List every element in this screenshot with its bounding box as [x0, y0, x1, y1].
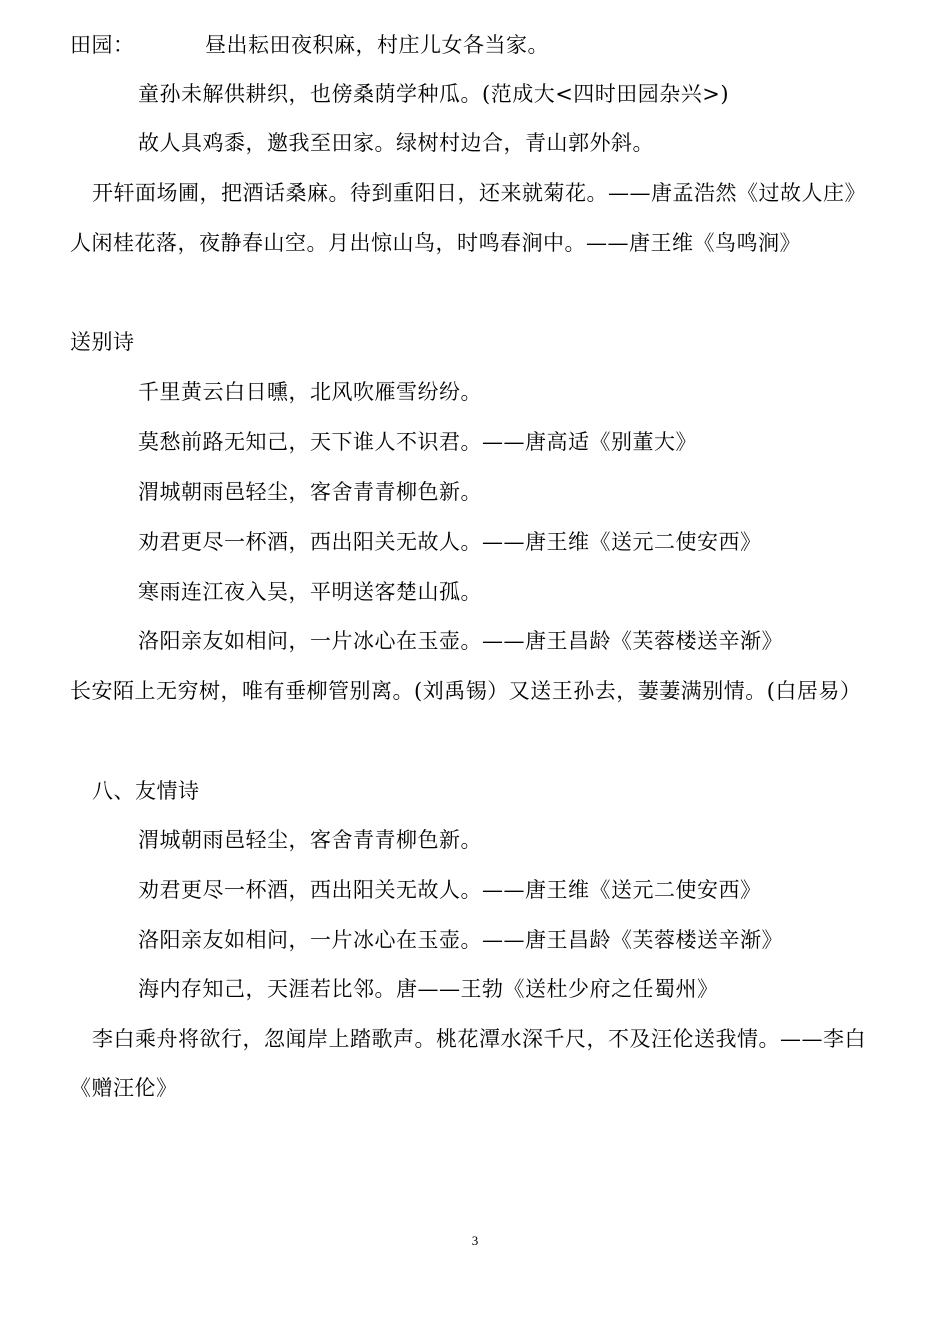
poem-line: 莫愁前路无知己，天下谁人不识君。——唐高适《别董大》 — [138, 430, 697, 454]
poem-line: 开轩面场圃，把酒话桑麻。待到重阳日，还来就菊花。——唐孟浩然《过故人庄》 — [92, 181, 866, 205]
page-number: 3 — [471, 1233, 479, 1248]
poem-line: 人闲桂花落，夜静春山空。月出惊山鸟，时鸣春涧中。——唐王维《鸟鸣涧》 — [70, 231, 801, 255]
section-heading-farewell: 送别诗 — [70, 330, 135, 354]
poem-line: 李白乘舟将欲行，忽闻岸上踏歌声。桃花潭水深千尺，不及汪伦送我情。——李白 — [92, 1027, 866, 1051]
poem-line: 故人具鸡黍，邀我至田家。绿树村边合，青山郭外斜。 — [138, 131, 654, 155]
section-heading-friendship: 八、友情诗 — [92, 779, 200, 803]
poem-line: 劝君更尽一杯酒，西出阳关无故人。——唐王维《送元二使安西》 — [138, 878, 762, 902]
poem-line: 昼出耘田夜积麻，村庄儿女各当家。 — [205, 33, 549, 57]
poem-line: 渭城朝雨邑轻尘，客舍青青柳色新。 — [138, 480, 482, 504]
poem-line: 洛阳亲友如相问，一片冰心在玉壶。——唐王昌龄《芙蓉楼送辛渐》 — [138, 629, 783, 653]
poem-line: 长安陌上无穷树，唯有垂柳管别离。(刘禹锡）又送王孙去，萋萋满别情。(白居易） — [70, 679, 862, 703]
poem-line: 渭城朝雨邑轻尘，客舍青青柳色新。 — [138, 828, 482, 852]
section-label-tianyuan: 田园： — [70, 33, 135, 57]
poem-line: 童孙未解供耕织，也傍桑荫学种瓜。(范成大<四时田园杂兴>) — [138, 82, 730, 106]
poem-line: 《赠汪伦》 — [70, 1076, 178, 1100]
poem-line: 寒雨连江夜入吴，平明送客楚山孤。 — [138, 580, 482, 604]
poem-line: 海内存知己，天涯若比邻。唐——王勃《送杜少府之任蜀州》 — [138, 977, 719, 1001]
poem-line: 千里黄云白日曛，北风吹雁雪纷纷。 — [138, 380, 482, 404]
poem-line: 劝君更尽一杯酒，西出阳关无故人。——唐王维《送元二使安西》 — [138, 530, 762, 554]
poem-line: 洛阳亲友如相问，一片冰心在玉壶。——唐王昌龄《芙蓉楼送辛渐》 — [138, 928, 783, 952]
